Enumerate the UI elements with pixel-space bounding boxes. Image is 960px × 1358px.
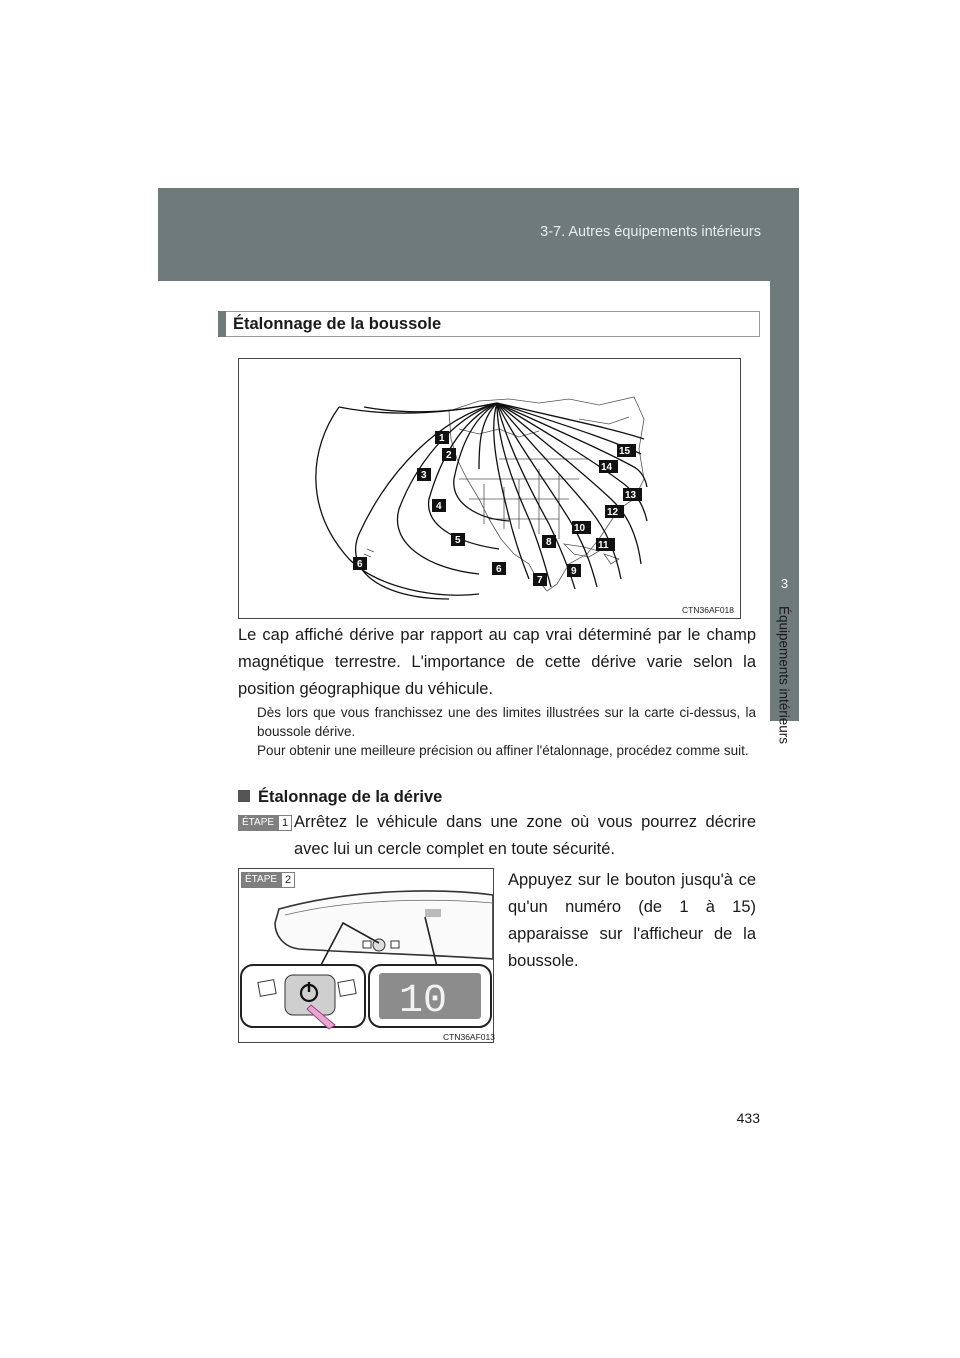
zone-marker-3: 3 xyxy=(421,470,427,481)
figure-code: CTN36AF013 xyxy=(443,1032,495,1042)
body-paragraph: Le cap affiché dérive par rapport au cap vrai déterminé par le champ magnétique terrestre. L'importance de cette dérive varie selon la position géographique du véhicule. xyxy=(238,626,756,698)
zone-marker-4: 4 xyxy=(436,501,442,512)
zone-marker-11: 11 xyxy=(598,540,609,551)
note-boundary: Dès lors que vous franchissez une des limites illustrées sur la carte ci-dessus, la boussole dérive. xyxy=(257,705,756,739)
zone-marker-1: 1 xyxy=(439,433,445,444)
step-2-text: Appuyez sur le bouton jusqu'à ce qu'un numéro (de 1 à 15) apparaisse sur l'afficheur de la boussole. xyxy=(508,871,756,970)
bullet-square xyxy=(238,790,250,802)
section-title: Étalonnage de la boussole xyxy=(233,315,442,333)
chapter-label: Équipements intérieurs xyxy=(776,605,792,745)
zone-marker-10: 10 xyxy=(574,523,586,534)
zone-marker-2: 2 xyxy=(446,450,452,461)
section-title-bar xyxy=(218,311,226,337)
zone-marker-15: 15 xyxy=(619,446,631,457)
header-band xyxy=(158,188,799,281)
mirror-illustration xyxy=(239,869,493,1042)
subheading-text: Étalonnage de la dérive xyxy=(258,788,443,806)
zone-marker-8: 8 xyxy=(546,537,552,548)
subheading xyxy=(238,788,442,807)
section-title-box xyxy=(218,311,760,337)
zone-marker-13: 13 xyxy=(625,490,637,501)
chapter-number: 3 xyxy=(780,576,789,591)
zone-marker-9: 9 xyxy=(571,566,577,577)
zone-marker-7: 7 xyxy=(537,575,543,586)
page-number: 433 xyxy=(736,1110,760,1126)
step-label: ÉTAPE xyxy=(241,872,281,888)
step-1-text: Arrêtez le véhicule dans une zone où vous pourrez décrire avec lui un cercle complet en toute sécurité. xyxy=(294,813,756,858)
zone-marker-12: 12 xyxy=(607,507,619,518)
zone-markers xyxy=(353,431,642,586)
compass-zone-map xyxy=(238,358,741,619)
zone-marker-5: 5 xyxy=(455,535,461,546)
step-number: 1 xyxy=(278,815,292,831)
zone-marker-14: 14 xyxy=(601,462,613,473)
compass-display-value: 10 xyxy=(399,979,448,1024)
note-accuracy: Pour obtenir une meilleure précision ou affiner l'étalonnage, procédez comme suit. xyxy=(257,743,749,758)
step-number: 2 xyxy=(281,872,295,888)
chapter-label-wrap xyxy=(772,505,796,845)
section-breadcrumb: 3-7. Autres équipements intérieurs xyxy=(540,224,761,240)
zone-marker-6a: 6 xyxy=(357,559,363,570)
zone-marker-6b: 6 xyxy=(496,564,502,575)
mirror-figure xyxy=(238,868,494,1043)
figure-code: CTN36AF018 xyxy=(682,605,734,615)
step-label: ÉTAPE xyxy=(238,815,278,831)
map-illustration xyxy=(239,359,740,618)
step-1-badge xyxy=(238,815,292,831)
